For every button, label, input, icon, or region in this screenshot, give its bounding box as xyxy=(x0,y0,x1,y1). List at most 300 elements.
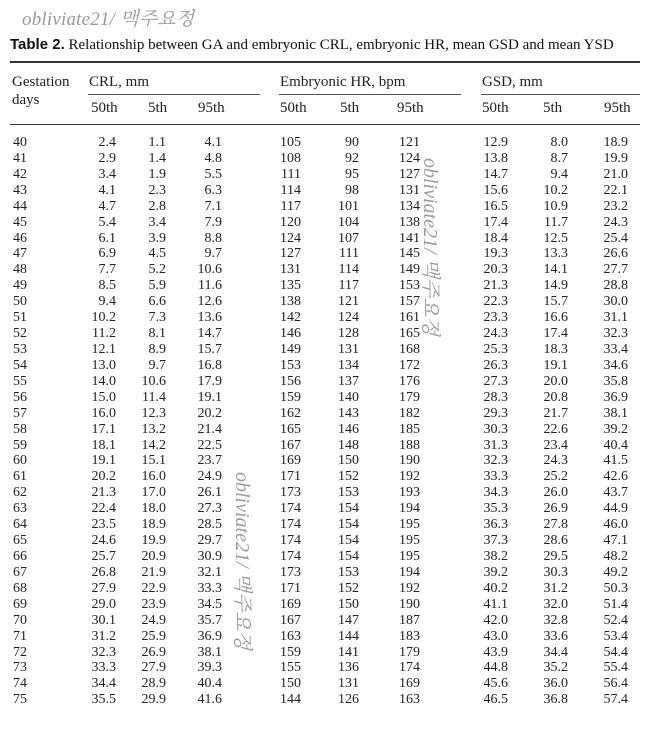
table-cell: 21.3 xyxy=(91,485,116,501)
table-cell: 193 xyxy=(399,485,420,501)
table-cell: 157 xyxy=(399,294,420,310)
table-cell: 13.6 xyxy=(197,310,222,326)
table-cell: 174 xyxy=(280,548,301,564)
table-cell: 10.9 xyxy=(543,198,568,214)
table-cell: 26.0 xyxy=(543,485,568,501)
table-cell: 20.3 xyxy=(483,262,508,278)
table-cell: 21.9 xyxy=(141,564,166,580)
table-cell: 34.3 xyxy=(483,485,508,501)
table-cell: 27.9 xyxy=(141,660,166,676)
table-cell: 137 xyxy=(338,373,359,389)
cell-gestation-day: 53 xyxy=(13,341,27,357)
table-cell: 49.2 xyxy=(603,564,628,580)
cell-gestation-day: 54 xyxy=(13,357,27,373)
table-cell: 138 xyxy=(280,294,301,310)
table-cell: 41.1 xyxy=(483,596,508,612)
table-cell: 18.9 xyxy=(603,135,628,150)
cell-gestation-day: 55 xyxy=(13,373,27,389)
table-cell: 185 xyxy=(399,421,420,437)
table-cell: 12.3 xyxy=(141,405,166,421)
table-cell: 19.1 xyxy=(543,357,568,373)
cell-gestation-day: 63 xyxy=(13,501,27,517)
table-cell: 2.9 xyxy=(98,150,116,166)
table-row xyxy=(0,533,647,549)
table-cell: 144 xyxy=(280,692,301,708)
table-cell: 131 xyxy=(338,676,359,692)
table-cell: 163 xyxy=(399,692,420,708)
table-cell: 47.1 xyxy=(603,533,628,549)
table-cell: 1.1 xyxy=(148,135,166,150)
table-cell: 131 xyxy=(280,262,301,278)
table-cell: 30.1 xyxy=(91,612,116,628)
table-cell: 11.6 xyxy=(198,278,222,294)
table-cell: 20.8 xyxy=(543,389,568,405)
table-cell: 34.4 xyxy=(91,676,116,692)
table-cell: 32.3 xyxy=(483,453,508,469)
table-cell: 153 xyxy=(280,357,301,373)
subheader-hr-5th: 5th xyxy=(340,100,360,116)
table-cell: 128 xyxy=(338,326,359,342)
table-cell: 98 xyxy=(345,182,359,198)
table-cell: 9.7 xyxy=(204,246,222,262)
subheader-gsd-5th: 5th xyxy=(543,100,563,116)
table-cell: 8.9 xyxy=(148,341,166,357)
table-cell: 6.1 xyxy=(98,230,116,246)
table-cell: 138 xyxy=(399,214,420,230)
table-cell: 24.9 xyxy=(197,469,222,485)
table-cell: 34.6 xyxy=(603,357,628,373)
table-cell: 190 xyxy=(399,453,420,469)
header-gsd: GSD, mm xyxy=(482,74,543,90)
cell-gestation-day: 75 xyxy=(13,692,27,708)
table-cell: 136 xyxy=(338,660,359,676)
table-cell: 23.2 xyxy=(603,198,628,214)
table-cell: 43.0 xyxy=(483,628,508,644)
cell-gestation-day: 66 xyxy=(13,548,27,564)
table-cell: 37.3 xyxy=(483,533,508,549)
cell-gestation-day: 42 xyxy=(13,166,27,182)
table-cell: 127 xyxy=(280,246,301,262)
table-cell: 51.4 xyxy=(603,596,628,612)
table-cell: 2.8 xyxy=(148,198,166,214)
table-cell: 25.4 xyxy=(603,230,628,246)
table-cell: 131 xyxy=(399,182,420,198)
watermark-vertical-right: obliviate21/ 맥주요정 xyxy=(419,158,441,336)
cell-gestation-day: 44 xyxy=(13,198,27,214)
table-cell: 34.5 xyxy=(197,596,222,612)
table-cell: 11.4 xyxy=(142,389,166,405)
table-cell: 31.2 xyxy=(91,628,116,644)
table-cell: 8.1 xyxy=(148,326,166,342)
table-cell: 30.3 xyxy=(483,421,508,437)
table-cell: 13.2 xyxy=(141,421,166,437)
table-cell: 33.4 xyxy=(603,341,628,357)
table-cell: 29.0 xyxy=(91,596,116,612)
table-cell: 17.0 xyxy=(141,485,166,501)
header-hr: Embryonic HR, bpm xyxy=(280,74,406,90)
table-cell: 31.1 xyxy=(603,310,628,326)
table-cell: 50.3 xyxy=(603,580,628,596)
table-cell: 25.2 xyxy=(543,469,568,485)
cell-gestation-day: 56 xyxy=(13,389,27,405)
table-cell: 32.3 xyxy=(603,326,628,342)
table-row xyxy=(0,485,647,501)
table-cell: 173 xyxy=(280,485,301,501)
table-row xyxy=(0,358,647,374)
table-row xyxy=(0,167,647,183)
table-cell: 39.3 xyxy=(197,660,222,676)
table-cell: 53.4 xyxy=(603,628,628,644)
table-cell: 15.6 xyxy=(483,182,508,198)
table-row xyxy=(0,246,647,262)
table-row xyxy=(0,262,647,278)
table-cell: 14.0 xyxy=(91,373,116,389)
table-cell: 20.2 xyxy=(197,405,222,421)
table-cell: 21.4 xyxy=(197,421,222,437)
table-cell: 141 xyxy=(399,230,420,246)
table-cell: 95 xyxy=(345,166,359,182)
table-cell: 188 xyxy=(399,437,420,453)
table-cell: 24.3 xyxy=(603,214,628,230)
table-cell: 16.0 xyxy=(141,469,166,485)
table-cell: 35.8 xyxy=(603,373,628,389)
header-crl: CRL, mm xyxy=(89,74,150,90)
table-row xyxy=(0,676,647,692)
table-row xyxy=(0,613,647,629)
table-cell: 111 xyxy=(281,166,301,182)
table-cell: 5.5 xyxy=(204,166,222,182)
table-cell: 154 xyxy=(338,517,359,533)
table-cell: 134 xyxy=(338,357,359,373)
table-cell: 4.1 xyxy=(98,182,116,198)
table-cell: 174 xyxy=(399,660,420,676)
table-cell: 120 xyxy=(280,214,301,230)
table-row xyxy=(0,231,647,247)
table-cell: 152 xyxy=(338,469,359,485)
table-cell: 44.9 xyxy=(603,501,628,517)
table-cell: 192 xyxy=(399,580,420,596)
table-cell: 26.3 xyxy=(483,357,508,373)
table-cell: 145 xyxy=(399,246,420,262)
table-row xyxy=(0,597,647,613)
table-cell: 9.4 xyxy=(98,294,116,310)
table-cell: 23.7 xyxy=(197,453,222,469)
table-cell: 35.5 xyxy=(91,692,116,708)
table-cell: 18.3 xyxy=(543,341,568,357)
table-cell: 8.0 xyxy=(550,135,568,150)
table-row xyxy=(0,422,647,438)
table-cell: 22.9 xyxy=(141,580,166,596)
table-cell: 3.4 xyxy=(148,214,166,230)
table-cell: 152 xyxy=(338,580,359,596)
table-cell: 21.7 xyxy=(543,405,568,421)
table-cell: 147 xyxy=(338,612,359,628)
table-cell: 27.3 xyxy=(197,501,222,517)
table-cell: 171 xyxy=(280,469,301,485)
table-cell: 42.6 xyxy=(603,469,628,485)
table-cell: 165 xyxy=(399,326,420,342)
table-cell: 14.7 xyxy=(197,326,222,342)
table-cell: 174 xyxy=(280,517,301,533)
subheader-crl-5th: 5th xyxy=(148,100,168,116)
table-cell: 35.7 xyxy=(197,612,222,628)
table-cell: 28.8 xyxy=(603,278,628,294)
table-cell: 1.4 xyxy=(148,150,166,166)
table-cell: 27.3 xyxy=(483,373,508,389)
top-rule xyxy=(10,61,640,63)
table-cell: 4.1 xyxy=(204,135,222,150)
table-cell: 46.5 xyxy=(483,692,508,708)
group-rule-crl xyxy=(88,94,260,95)
watermark-vertical-left: obliviate21/ 맥주요정 xyxy=(231,472,253,650)
table-caption xyxy=(10,36,614,54)
table-cell: 16.6 xyxy=(543,310,568,326)
cell-gestation-day: 49 xyxy=(13,278,27,294)
table-cell: 4.5 xyxy=(148,246,166,262)
table-row xyxy=(0,183,647,199)
table-cell: 36.0 xyxy=(543,676,568,692)
cell-gestation-day: 59 xyxy=(13,437,27,453)
table-cell: 40.4 xyxy=(197,676,222,692)
table-row xyxy=(0,581,647,597)
table-cell: 141 xyxy=(338,644,359,660)
table-cell: 18.4 xyxy=(483,230,508,246)
table-row xyxy=(0,342,647,358)
table-cell: 32.0 xyxy=(543,596,568,612)
table-cell: 13.3 xyxy=(543,246,568,262)
table-cell: 149 xyxy=(280,341,301,357)
table-cell: 156 xyxy=(280,373,301,389)
table-cell: 19.9 xyxy=(603,150,628,166)
table-row xyxy=(0,549,647,565)
table-cell: 30.9 xyxy=(197,548,222,564)
table-cell: 134 xyxy=(399,198,420,214)
table-row xyxy=(0,406,647,422)
table-cell: 162 xyxy=(280,405,301,421)
cell-gestation-day: 70 xyxy=(13,612,27,628)
table-cell: 17.9 xyxy=(197,373,222,389)
cell-gestation-day: 57 xyxy=(13,405,27,421)
table-cell: 31.3 xyxy=(483,437,508,453)
table-cell: 16.0 xyxy=(91,405,116,421)
table-cell: 174 xyxy=(280,533,301,549)
table-cell: 45.6 xyxy=(483,676,508,692)
subheader-crl-95th: 95th xyxy=(198,100,225,116)
table-row xyxy=(0,469,647,485)
table-cell: 15.7 xyxy=(543,294,568,310)
table-cell: 142 xyxy=(280,310,301,326)
table-cell: 11.7 xyxy=(544,214,568,230)
table-cell: 29.3 xyxy=(483,405,508,421)
table-cell: 10.6 xyxy=(141,373,166,389)
table-cell: 18.9 xyxy=(141,517,166,533)
table-cell: 14.2 xyxy=(141,437,166,453)
table-cell: 12.6 xyxy=(197,294,222,310)
table-cell: 19.1 xyxy=(197,389,222,405)
table-cell: 54.4 xyxy=(603,644,628,660)
cell-gestation-day: 73 xyxy=(13,660,27,676)
table-cell: 38.1 xyxy=(603,405,628,421)
table-cell: 154 xyxy=(338,533,359,549)
table-cell: 26.8 xyxy=(91,564,116,580)
table-cell: 39.2 xyxy=(483,564,508,580)
table-cell: 149 xyxy=(399,262,420,278)
table-cell: 173 xyxy=(280,564,301,580)
table-cell: 2.4 xyxy=(98,135,116,150)
table-cell: 14.7 xyxy=(483,166,508,182)
table-cell: 32.3 xyxy=(91,644,116,660)
table-cell: 9.7 xyxy=(148,357,166,373)
cell-gestation-day: 68 xyxy=(13,580,27,596)
table-cell: 6.6 xyxy=(148,294,166,310)
table-row xyxy=(0,517,647,533)
table-cell: 140 xyxy=(338,389,359,405)
table-cell: 10.2 xyxy=(543,182,568,198)
table-cell: 28.9 xyxy=(141,676,166,692)
table-cell: 183 xyxy=(399,628,420,644)
table-cell: 154 xyxy=(338,548,359,564)
table-cell: 38.2 xyxy=(483,548,508,564)
table-cell: 143 xyxy=(338,405,359,421)
table-cell: 56.4 xyxy=(603,676,628,692)
table-cell: 22.6 xyxy=(543,421,568,437)
table-label: Table 2. xyxy=(10,36,65,53)
header-gestation: Gestation xyxy=(12,74,70,90)
table-cell: 18.1 xyxy=(91,437,116,453)
table-cell: 5.9 xyxy=(148,278,166,294)
table-cell: 32.1 xyxy=(197,564,222,580)
table-cell: 146 xyxy=(338,421,359,437)
table-cell: 48.2 xyxy=(603,548,628,564)
table-caption-text: Relationship between GA and embryonic CRL, embryonic HR, mean GSD and mean YSD xyxy=(64,37,614,53)
table-cell: 40.4 xyxy=(603,437,628,453)
table-cell: 27.8 xyxy=(543,517,568,533)
table-cell: 34.4 xyxy=(543,644,568,660)
table-cell: 153 xyxy=(399,278,420,294)
table-cell: 33.6 xyxy=(543,628,568,644)
cell-gestation-day: 74 xyxy=(13,676,27,692)
table-cell: 7.9 xyxy=(204,214,222,230)
table-cell: 23.4 xyxy=(543,437,568,453)
table-cell: 33.3 xyxy=(483,469,508,485)
table-cell: 15.1 xyxy=(141,453,166,469)
cell-gestation-day: 45 xyxy=(13,214,27,230)
subheader-hr-50th: 50th xyxy=(280,100,307,116)
table-cell: 126 xyxy=(338,692,359,708)
table-cell: 52.4 xyxy=(603,612,628,628)
table-cell: 117 xyxy=(338,278,359,294)
table-cell: 179 xyxy=(399,644,420,660)
cell-gestation-day: 40 xyxy=(13,135,27,150)
cell-gestation-day: 64 xyxy=(13,517,27,533)
table-cell: 26.9 xyxy=(141,644,166,660)
table-cell: 25.9 xyxy=(141,628,166,644)
cell-gestation-day: 67 xyxy=(13,564,27,580)
table-cell: 172 xyxy=(399,357,420,373)
table-cell: 24.3 xyxy=(543,453,568,469)
table-cell: 12.5 xyxy=(543,230,568,246)
cell-gestation-day: 71 xyxy=(13,628,27,644)
table-cell: 3.4 xyxy=(98,166,116,182)
table-cell: 163 xyxy=(280,628,301,644)
table-cell: 192 xyxy=(399,469,420,485)
table-cell: 28.3 xyxy=(483,389,508,405)
table-cell: 29.7 xyxy=(197,533,222,549)
cell-gestation-day: 60 xyxy=(13,453,27,469)
table-cell: 27.9 xyxy=(91,580,116,596)
table-cell: 21.3 xyxy=(483,278,508,294)
cell-gestation-day: 61 xyxy=(13,469,27,485)
table-cell: 9.4 xyxy=(550,166,568,182)
table-cell: 30.3 xyxy=(543,564,568,580)
cell-gestation-day: 65 xyxy=(13,533,27,549)
cell-gestation-day: 58 xyxy=(13,421,27,437)
table-row xyxy=(0,294,647,310)
table-cell: 24.9 xyxy=(141,612,166,628)
table-cell: 32.8 xyxy=(543,612,568,628)
table-cell: 25.7 xyxy=(91,548,116,564)
table-cell: 108 xyxy=(280,150,301,166)
table-cell: 22.5 xyxy=(197,437,222,453)
table-cell: 150 xyxy=(280,676,301,692)
header-days: days xyxy=(12,92,40,108)
table-row xyxy=(0,565,647,581)
table-row xyxy=(0,660,647,676)
table-cell: 19.1 xyxy=(91,453,116,469)
table-cell: 2.3 xyxy=(148,182,166,198)
cell-gestation-day: 52 xyxy=(13,326,27,342)
cell-gestation-day: 46 xyxy=(13,230,27,246)
table-cell: 20.2 xyxy=(91,469,116,485)
table-cell: 174 xyxy=(280,501,301,517)
table-cell: 43.7 xyxy=(603,485,628,501)
table-cell: 26.9 xyxy=(543,501,568,517)
table-cell: 6.3 xyxy=(204,182,222,198)
table-cell: 114 xyxy=(280,182,301,198)
table-cell: 150 xyxy=(338,596,359,612)
table-cell: 36.9 xyxy=(197,628,222,644)
table-cell: 195 xyxy=(399,548,420,564)
table-cell: 187 xyxy=(399,612,420,628)
table-cell: 23.9 xyxy=(141,596,166,612)
table-cell: 154 xyxy=(338,501,359,517)
table-cell: 159 xyxy=(280,389,301,405)
table-cell: 17.4 xyxy=(483,214,508,230)
table-cell: 144 xyxy=(338,628,359,644)
table-cell: 36.8 xyxy=(543,692,568,708)
table-cell: 26.6 xyxy=(603,246,628,262)
table-cell: 7.3 xyxy=(148,310,166,326)
table-cell: 3.9 xyxy=(148,230,166,246)
subheader-crl-50th: 50th xyxy=(91,100,118,116)
table-cell: 107 xyxy=(338,230,359,246)
table-cell: 14.1 xyxy=(543,262,568,278)
table-cell: 127 xyxy=(399,166,420,182)
table-cell: 5.2 xyxy=(148,262,166,278)
table-cell: 40.2 xyxy=(483,580,508,596)
table-cell: 57.4 xyxy=(603,692,628,708)
cell-gestation-day: 47 xyxy=(13,246,27,262)
table-body xyxy=(0,135,647,708)
table-row xyxy=(0,135,647,151)
table-cell: 194 xyxy=(399,501,420,517)
group-rule-gsd xyxy=(481,94,640,95)
table-cell: 10.2 xyxy=(91,310,116,326)
table-cell: 19.3 xyxy=(483,246,508,262)
table-cell: 11.2 xyxy=(92,326,116,342)
table-cell: 169 xyxy=(280,453,301,469)
table-cell: 36.9 xyxy=(603,389,628,405)
